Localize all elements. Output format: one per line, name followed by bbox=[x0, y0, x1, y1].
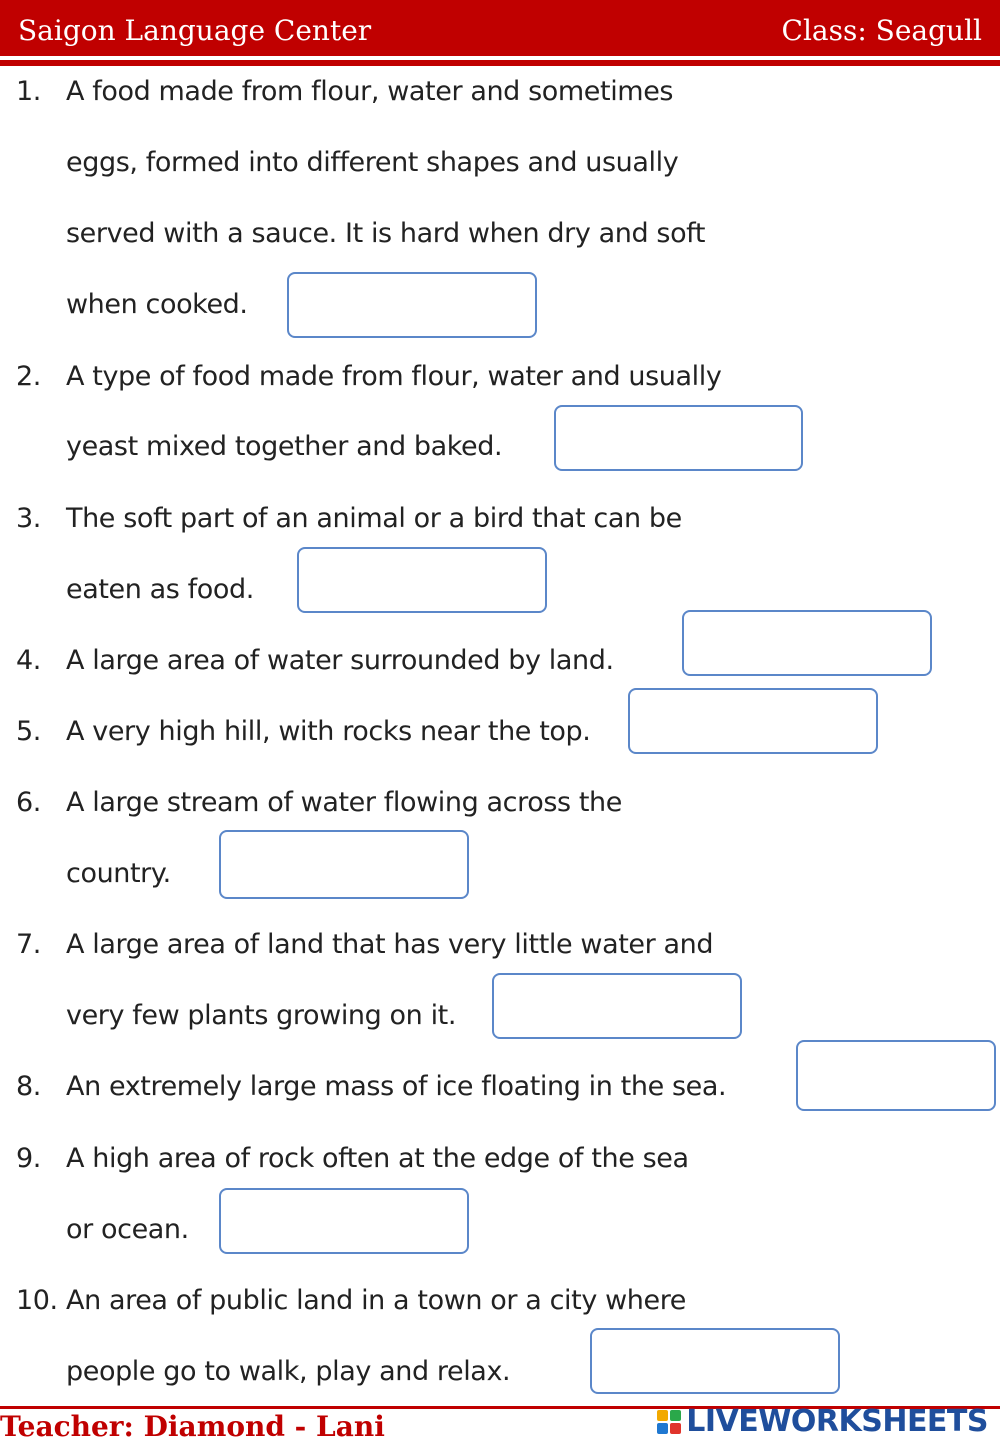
question-text: eggs, formed into different shapes and usually bbox=[66, 147, 679, 178]
school-name: Saigon Language Center bbox=[18, 14, 372, 47]
question-text: people go to walk, play and relax. bbox=[66, 1356, 511, 1387]
answer-input-9[interactable] bbox=[219, 1188, 469, 1254]
question-number: 2. bbox=[16, 361, 41, 392]
question-number: 9. bbox=[16, 1143, 41, 1174]
question-text: A high area of rock often at the edge of the sea bbox=[66, 1143, 689, 1174]
question-number: 6. bbox=[16, 787, 41, 818]
answer-input-1[interactable] bbox=[287, 272, 537, 338]
question-text: or ocean. bbox=[66, 1214, 189, 1245]
question-text: A large area of water surrounded by land. bbox=[66, 645, 614, 676]
answer-input-2[interactable] bbox=[554, 405, 803, 471]
answer-input-5[interactable] bbox=[628, 688, 878, 754]
question-number: 1. bbox=[16, 76, 41, 107]
question-text: The soft part of an animal or a bird that can be bbox=[66, 503, 682, 534]
question-text: served with a sauce. It is hard when dry and soft bbox=[66, 218, 705, 249]
answer-input-8[interactable] bbox=[796, 1040, 996, 1111]
question-text: An area of public land in a town or a city where bbox=[66, 1285, 687, 1316]
question-text: A large stream of water flowing across the bbox=[66, 787, 622, 818]
liveworksheets-logo[interactable] bbox=[657, 1404, 988, 1439]
question-number: 10. bbox=[16, 1285, 58, 1316]
question-text: yeast mixed together and baked. bbox=[66, 431, 503, 462]
brand-name: LIVEWORKSHEETS bbox=[686, 1404, 988, 1439]
question-text: eaten as food. bbox=[66, 574, 254, 605]
question-text: A type of food made from flour, water and usually bbox=[66, 361, 722, 392]
answer-input-10[interactable] bbox=[590, 1328, 840, 1394]
question-text: when cooked. bbox=[66, 289, 248, 320]
question-text: A very high hill, with rocks near the top. bbox=[66, 716, 591, 747]
question-number: 3. bbox=[16, 503, 41, 534]
question-text: very few plants growing on it. bbox=[66, 1000, 457, 1031]
class-label: Class: Seagull bbox=[781, 14, 982, 47]
answer-input-6[interactable] bbox=[219, 830, 469, 899]
question-number: 5. bbox=[16, 716, 41, 747]
question-text: A large area of land that has very little water and bbox=[66, 929, 714, 960]
answer-input-4[interactable] bbox=[682, 610, 932, 676]
question-text: A food made from flour, water and sometimes bbox=[66, 76, 674, 107]
question-number: 8. bbox=[16, 1071, 41, 1102]
teacher-credit: Teacher: Diamond - Lani bbox=[0, 1410, 385, 1443]
answer-input-7[interactable] bbox=[492, 973, 742, 1039]
answer-input-3[interactable] bbox=[297, 547, 547, 613]
question-text: An extremely large mass of ice floating in the sea. bbox=[66, 1071, 727, 1102]
question-text: country. bbox=[66, 858, 171, 889]
question-number: 4. bbox=[16, 645, 41, 676]
question-number: 7. bbox=[16, 929, 41, 960]
liveworksheets-icon bbox=[657, 1410, 681, 1434]
header-divider bbox=[0, 60, 1000, 66]
